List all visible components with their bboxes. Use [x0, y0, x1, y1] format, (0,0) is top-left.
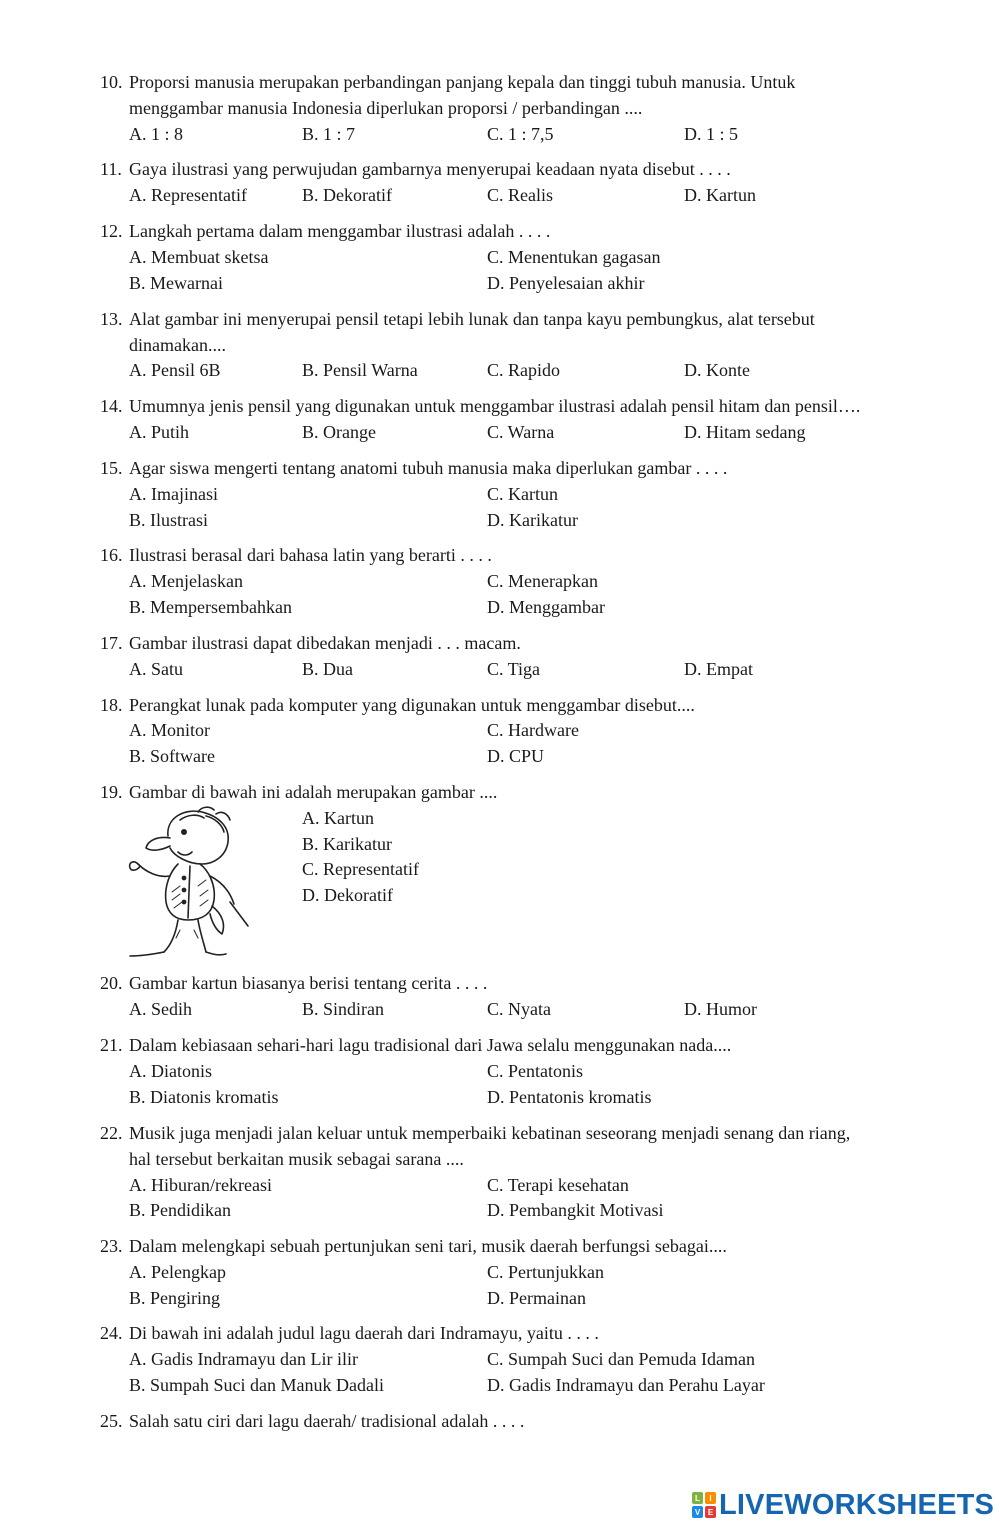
question-stem: Di bawah ini adalah judul lagu daerah dari Indramayu, yaitu . . . .: [129, 1323, 599, 1343]
option-a[interactable]: A. Kartun: [302, 808, 374, 828]
question-stem: Gambar ilustrasi dapat dibedakan menjadi . . . macam.: [129, 633, 521, 653]
question-stem: dinamakan....: [129, 335, 226, 355]
option-a[interactable]: A. Diatonis: [129, 1061, 212, 1081]
option-c[interactable]: C. Terapi kesehatan: [487, 1175, 629, 1195]
option-a[interactable]: A. Putih: [129, 422, 190, 442]
question-stem: Agar siswa mengerti tentang anatomi tubuh manusia maka diperlukan gambar . . . .: [129, 458, 728, 478]
question-number: 12.: [100, 221, 123, 241]
question-stem: Musik juga menjadi jalan keluar untuk memperbaiki kebatinan seseorang menjadi senang dan riang,: [129, 1123, 851, 1143]
option-b[interactable]: B. Mempersembahkan: [129, 597, 292, 617]
caricature-illustration: [118, 806, 268, 962]
option-c[interactable]: C. Pentatonis: [487, 1061, 584, 1081]
question-number: 14.: [100, 396, 123, 416]
option-d[interactable]: D. Kartun: [684, 185, 756, 205]
question-number: 15.: [100, 458, 123, 478]
option-d[interactable]: D. Gadis Indramayu dan Perahu Layar: [487, 1375, 765, 1395]
option-b[interactable]: B. Dua: [302, 659, 353, 679]
liveworksheets-logo[interactable]: [692, 1488, 994, 1522]
option-c[interactable]: C. Warna: [487, 422, 555, 442]
option-c[interactable]: C. Kartun: [487, 484, 558, 504]
option-a[interactable]: A. Menjelaskan: [129, 571, 243, 591]
option-b[interactable]: B. Sindiran: [302, 999, 385, 1019]
option-c[interactable]: C. Sumpah Suci dan Pemuda Idaman: [487, 1349, 755, 1369]
option-b[interactable]: B. Sumpah Suci dan Manuk Dadali: [129, 1375, 384, 1395]
option-b[interactable]: B. Dekoratif: [302, 185, 392, 205]
option-d[interactable]: D. Penyelesaian akhir: [487, 273, 645, 293]
option-a[interactable]: A. Imajinasi: [129, 484, 218, 504]
question-number: 16.: [100, 545, 123, 565]
option-d[interactable]: D. CPU: [487, 746, 545, 766]
option-c[interactable]: C. Menerapkan: [487, 571, 598, 591]
option-b[interactable]: B. Diatonis kromatis: [129, 1087, 279, 1107]
option-b[interactable]: B. Ilustrasi: [129, 510, 208, 530]
option-d[interactable]: D. Pentatonis kromatis: [487, 1087, 652, 1107]
question-number: 17.: [100, 633, 123, 653]
option-a[interactable]: A. Gadis Indramayu dan Lir ilir: [129, 1349, 358, 1369]
option-d[interactable]: D. Humor: [684, 999, 757, 1019]
question-stem: Umumnya jenis pensil yang digunakan untuk menggambar ilustrasi adalah pensil hitam dan pensil….: [129, 396, 861, 416]
option-b[interactable]: B. Mewarnai: [129, 273, 223, 293]
option-d[interactable]: D. Hitam sedang: [684, 422, 806, 442]
option-d[interactable]: D. Konte: [684, 360, 750, 380]
question-number: 21.: [100, 1035, 123, 1055]
option-a[interactable]: A. Pensil 6B: [129, 360, 221, 380]
question-stem: Proporsi manusia merupakan perbandingan panjang kepala dan tinggi tubuh manusia. Untuk: [129, 72, 796, 92]
svg-text:E: E: [707, 1508, 714, 1517]
option-b[interactable]: B. Pendidikan: [129, 1200, 231, 1220]
option-c[interactable]: C. Pertunjukkan: [487, 1262, 604, 1282]
question-number: 18.: [100, 695, 123, 715]
question-number: 11.: [100, 159, 122, 179]
question-stem: Ilustrasi berasal dari bahasa latin yang berarti . . . .: [129, 545, 492, 565]
question-stem: Dalam kebiasaan sehari-hari lagu tradisional dari Jawa selalu menggunakan nada....: [129, 1035, 732, 1055]
option-b[interactable]: B. Karikatur: [302, 834, 392, 854]
svg-text:V: V: [694, 1508, 701, 1517]
svg-text:I: I: [709, 1494, 712, 1503]
option-d[interactable]: D. Pembangkit Motivasi: [487, 1200, 664, 1220]
option-a[interactable]: A. Representatif: [129, 185, 247, 205]
question-number: 19.: [100, 782, 123, 802]
question-number: 22.: [100, 1123, 123, 1143]
option-a[interactable]: A. Satu: [129, 659, 183, 679]
question-number: 25.: [100, 1411, 123, 1431]
svg-text:L: L: [695, 1494, 700, 1503]
option-d[interactable]: D. Permainan: [487, 1288, 586, 1308]
option-c[interactable]: C. Nyata: [487, 999, 551, 1019]
question-number: 20.: [100, 973, 123, 993]
option-c[interactable]: C. Menentukan gagasan: [487, 247, 661, 267]
logo-mark-icon: [692, 1490, 716, 1520]
question-stem: Dalam melengkapi sebuah pertunjukan seni tari, musik daerah berfungsi sebagai....: [129, 1236, 727, 1256]
question-stem: Perangkat lunak pada komputer yang digunakan untuk menggambar disebut....: [129, 695, 695, 715]
option-d[interactable]: D. 1 : 5: [684, 124, 738, 144]
option-d[interactable]: D. Dekoratif: [302, 885, 393, 905]
option-a[interactable]: A. Hiburan/rekreasi: [129, 1175, 272, 1195]
question-stem: Gambar di bawah ini adalah merupakan gambar ....: [129, 782, 498, 802]
question-stem: Alat gambar ini menyerupai pensil tetapi lebih lunak dan tanpa kayu pembungkus, alat tersebut: [129, 309, 815, 329]
option-b[interactable]: B. Pengiring: [129, 1288, 221, 1308]
question-number: 13.: [100, 309, 123, 329]
option-b[interactable]: B. 1 : 7: [302, 124, 356, 144]
option-d[interactable]: D. Karikatur: [487, 510, 578, 530]
option-d[interactable]: D. Menggambar: [487, 597, 605, 617]
option-a[interactable]: A. Pelengkap: [129, 1262, 226, 1282]
question-stem: hal tersebut berkaitan musik sebagai sarana ....: [129, 1149, 464, 1169]
question-stem: menggambar manusia Indonesia diperlukan proporsi / perbandingan ....: [129, 98, 643, 118]
option-a[interactable]: A. Monitor: [129, 720, 210, 740]
option-d[interactable]: D. Empat: [684, 659, 753, 679]
question-number: 23.: [100, 1236, 123, 1256]
option-c[interactable]: C. Rapido: [487, 360, 561, 380]
option-a[interactable]: A. Sedih: [129, 999, 192, 1019]
option-a[interactable]: A. Membuat sketsa: [129, 247, 269, 267]
option-c[interactable]: C. Representatif: [302, 859, 419, 879]
option-b[interactable]: B. Orange: [302, 422, 376, 442]
option-c[interactable]: C. Hardware: [487, 720, 579, 740]
question-stem: Langkah pertama dalam menggambar ilustrasi adalah . . . .: [129, 221, 551, 241]
option-c[interactable]: C. 1 : 7,5: [487, 124, 554, 144]
logo-text: LIVEWORKSHEETS: [719, 1488, 995, 1521]
question-number: 10.: [100, 72, 123, 92]
option-b[interactable]: B. Software: [129, 746, 215, 766]
question-number: 24.: [100, 1323, 123, 1343]
option-a[interactable]: A. 1 : 8: [129, 124, 183, 144]
question-stem: Salah satu ciri dari lagu daerah/ tradisional adalah . . . .: [129, 1411, 525, 1431]
option-c[interactable]: C. Realis: [487, 185, 553, 205]
option-c[interactable]: C. Tiga: [487, 659, 541, 679]
question-stem: Gambar kartun biasanya berisi tentang cerita . . . .: [129, 973, 488, 993]
question-stem: Gaya ilustrasi yang perwujudan gambarnya menyerupai keadaan nyata disebut . . . .: [129, 159, 731, 179]
option-b[interactable]: B. Pensil Warna: [302, 360, 418, 380]
